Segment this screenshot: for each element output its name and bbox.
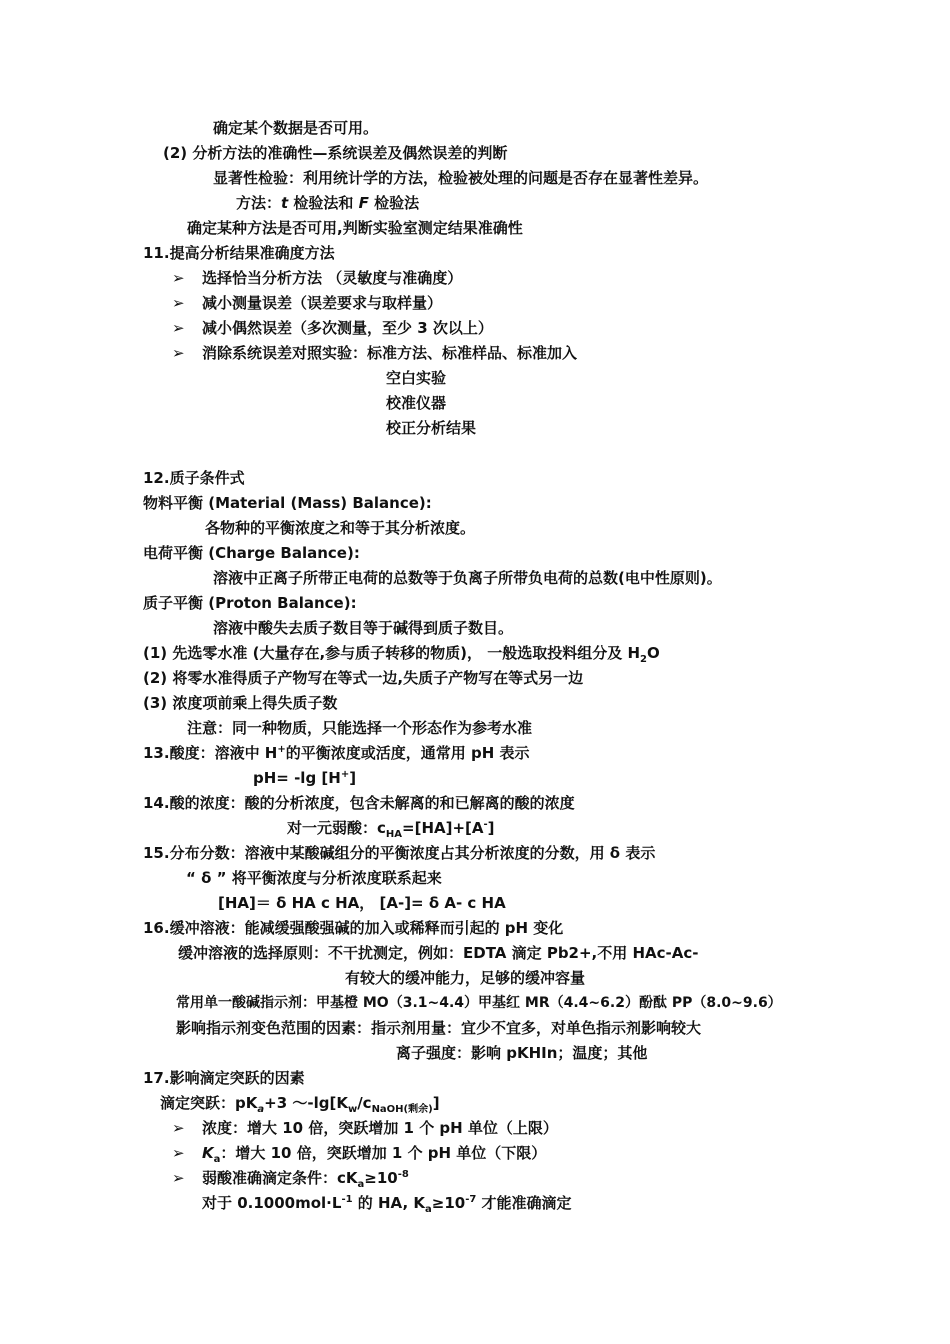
section-heading: 13.酸度：溶液中 H+的平衡浓度或活度，通常用 pH 表示: [143, 744, 530, 762]
section-heading: 17.影响滴定突跃的因素: [143, 1069, 305, 1087]
list-item: 减小偶然误差（多次测量，至少 3 次以上）: [202, 319, 493, 337]
text-line: 校准仪器: [386, 394, 447, 412]
section-heading: 16.缓冲溶液：能减缓强酸强碱的加入或稀释而引起的 pH 变化: [143, 919, 564, 937]
text-line: 电荷平衡 (Charge Balance):: [143, 544, 360, 562]
text-line: 对于 $0.1000mol\cdot L^{-1}$ 的 HA, $K_a\ge 10^{-7}$ 才能准确滴定: [202, 1194, 572, 1215]
list-item: 弱酸准确滴定条件：$cK_a\ge 10^{-8}$: [202, 1169, 409, 1190]
text-line: 溶液中正离子所带正电荷的总数等于负离子所带负电荷的总数(电中性原则)。: [213, 569, 722, 587]
bullet-arrow-icon: ➢: [172, 269, 185, 287]
section-heading: 11.提高分析结果准确度方法: [143, 244, 335, 262]
bullet-arrow-icon: ➢: [172, 319, 185, 337]
bullet-arrow-icon: ➢: [172, 1169, 185, 1187]
bullet-arrow-icon: ➢: [172, 1144, 185, 1162]
text-line: 缓冲溶液的选择原则：不干扰测定，例如：EDTA 滴定 Pb2+,不用 HAc-Ac-: [178, 944, 699, 962]
text-line: (1) 先选零水准 (大量存在,参与质子转移的物质)， 一般选取投料组分及 $H_2O$: [143, 644, 660, 665]
section-heading: 15.分布分数：溶液中某酸碱组分的平衡浓度占其分析浓度的分数，用 δ 表示: [143, 844, 656, 862]
list-item: 减小测量误差（误差要求与取样量）: [202, 294, 443, 312]
text-line: (2) 分析方法的准确性—系统误差及偶然误差的判断: [163, 144, 508, 162]
text-line: 空白实验: [386, 369, 447, 387]
text-line: 影响指示剂变色范围的因素：指示剂用量：宜少不宜多，对单色指示剂影响较大: [176, 1019, 702, 1037]
text-line: (2) 将零水准得质子产物写在等式一边,失质子产物写在等式另一边: [143, 669, 584, 687]
text-line: 确定某个数据是否可用。: [213, 119, 379, 137]
formula: 对一元弱酸：$c_{HA}=[HA]+[A^-]$: [287, 819, 495, 840]
bullet-arrow-icon: ➢: [172, 344, 185, 362]
text-line: 物料平衡 (Material (Mass) Balance):: [143, 494, 432, 512]
text-line: (3) 浓度项前乘上得失质子数: [143, 694, 338, 712]
section-heading: 14.酸的浓度：酸的分析浓度，包含未解离的和已解离的酸的浓度: [143, 794, 575, 812]
text-line: 注意：同一种物质，只能选择一个形态作为参考水准: [187, 719, 533, 737]
formula: pH= -lg [H+]: [253, 769, 357, 787]
text-line: 确定某种方法是否可用,判断实验室测定结果准确性: [187, 219, 523, 237]
text-line: 有较大的缓冲能力，足够的缓冲容量: [345, 969, 586, 987]
text-line: 方法：t 检验法和 F 检验法: [236, 194, 420, 212]
list-item: 浓度：增大 10 倍，突跃增加 1 个 pH 单位（上限）: [202, 1119, 558, 1137]
text-line: 溶液中酸失去质子数目等于碱得到质子数目。: [213, 619, 514, 637]
text-line: 离子强度：影响 pKHIn；温度；其他: [396, 1044, 648, 1062]
list-item: 消除系统误差对照实验：标准方法、标准样品、标准加入: [202, 344, 578, 362]
bullet-arrow-icon: ➢: [172, 1119, 185, 1137]
bullet-arrow-icon: ➢: [172, 294, 185, 312]
text-line: 校正分析结果: [386, 419, 477, 437]
formula: 滴定突跃：$pK_a+3$ $\sim-\lg[K_w/c_{NaOH(剩余)}]$: [160, 1094, 440, 1115]
section-heading: 12.质子条件式: [143, 469, 245, 487]
text-line: 各物种的平衡浓度之和等于其分析浓度。: [205, 519, 476, 537]
text-line: 常用单一酸碱指示剂：甲基橙 MO（3.1~4.4）甲基红 MR（4.4~6.2）酚酞 PP（8.0~9.6）: [176, 995, 782, 1011]
text-line: 显著性检验：利用统计学的方法，检验被处理的问题是否存在显著性差异。: [213, 169, 709, 187]
formula: [HA]＝ δ HA c HA， [A-]= δ A- c HA: [218, 894, 506, 912]
list-item: 选择恰当分析方法 （灵敏度与准确度）: [202, 269, 463, 287]
text-line: 质子平衡 (Proton Balance):: [143, 594, 357, 612]
list-item: $K_a$：增大 10 倍，突跃增加 1 个 pH 单位（下限）: [202, 1144, 547, 1165]
text-line: “ δ ” 将平衡浓度与分析浓度联系起来: [186, 869, 442, 887]
